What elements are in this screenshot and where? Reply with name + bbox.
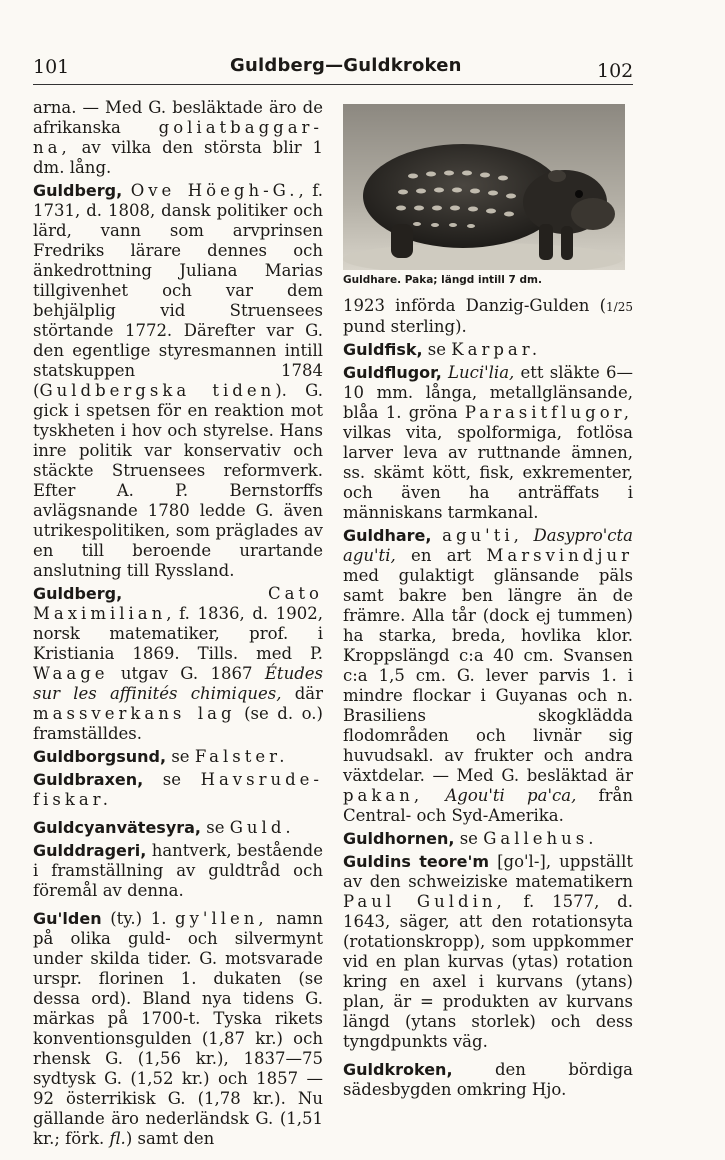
entry-headword: Guldberg,: [33, 584, 123, 603]
running-header: [33, 52, 633, 84]
entry-guldberg-cato: Guldberg, Cato Maximilian, f. 1836, d. 1902, norsk matematiker, prof. i Kristiania 1869. Tills. med P. Waage utgav G. 1867 Études sur les affinités chimiques, där massverkans lag (se d. o.) framställdes.: [33, 584, 323, 743]
entry-guldkroken: Guldkroken, den bördiga sädesbygden omkring Hjo.: [343, 1060, 633, 1099]
page-number-left: 101: [33, 56, 70, 78]
header-rule: [33, 84, 633, 85]
entry-guldflugor: Guldflugor, Luci'lia, ett släkte 6—10 mm. långa, metallglänsande, blåa 1. gröna Parasitflugor, vilkas vita, spolformiga, fotlösa larver leva av ruttnande ämnen, ss. skämt kött, fisk, exkrementer, och även ha anträffats i människans tarmkanal.: [343, 363, 633, 522]
entry-guldbraxen: Guldbraxen, se Havsrude-fiskar.: [33, 770, 323, 809]
page-number-right: 102: [597, 60, 634, 82]
entry-guldhornen: Guldhornen, se Gallehus.: [343, 829, 598, 848]
entry-headword: Guldflugor,: [343, 363, 442, 382]
entry-guldfisk: Guldfisk, se Karpar.: [343, 340, 542, 359]
entry-guldcyanvatesyra: Guldcyanvätesyra, se Guld.: [33, 818, 295, 837]
entry-headword: Gu'lden: [33, 909, 102, 928]
figure-caption: Guldhare. Paka; längd intill 7 dm.: [343, 274, 542, 286]
entry-headword: Guldfisk,: [343, 340, 423, 359]
entry-headword: Guldbraxen,: [33, 770, 144, 789]
column-left: [33, 98, 323, 1149]
entry-headword: Guldkroken,: [343, 1060, 453, 1079]
entry-guldhare: Guldhare, agu'ti, Dasypro'cta agu'ti, en art Marsvindjur med gulaktigt glänsande päls samt bakre ben längre än de främre. Alla tår (dock ej tummen) ha starka, breda, hovlika klor. Kroppslängd c:a 40 cm. Svansen c:a 1,5 cm. G. lever parvis 1. i mindre flockar i Guyanas och n. Brasiliens skogklädda flodområden och livnär sig huvudsakl. av frukter och andra växtdelar. — Med G. besläktad är pakan, Agou'ti pa'ca, från Central- och Syd-Amerika.: [343, 526, 634, 825]
entry-headword: Guldberg,: [33, 181, 123, 200]
running-title: Guldberg—Guldkroken: [230, 55, 462, 76]
paka-illustration: [343, 104, 625, 270]
entry-headword: Guldhornen,: [343, 829, 455, 848]
entry-gulddrageri: Gulddrageri, hantverk, bestående i framställning av guldtråd och föremål av denna.: [33, 841, 323, 900]
entry-headword: Gulddrageri,: [33, 841, 147, 860]
entry-headword: Guldcyanvätesyra,: [33, 818, 202, 837]
entry-guldborgsund: Guldborgsund, se Falster.: [33, 747, 289, 766]
entry-continuation: arna. — Med G. besläktade äro de afrikanska goliatbaggar-na, av vilka den största blir 1 dm. lång.: [33, 98, 324, 177]
entry-gulden: Gu'lden (ty.) 1. gy'llen, namn på olika guld- och silvermynt under skilda tider. G. motsvarade urspr. florinen 1. dukaten (se dessa ord). Bland nya tidens G. märkas på 1700-t. Tyska rikets konventionsgulden (1,87 kr.) och rhensk G. (1,56 kr.), 1837—75 sydtysk G. (1,52 kr.) och 1857 —92 österrikisk G. (1,78 kr.). Nu gällande äro nederländsk G. (1,51 kr.; förk. fl.) samt den: [33, 909, 324, 1148]
column-right: [343, 296, 633, 1100]
entry-headword: Guldhare,: [343, 526, 432, 545]
entry-guldins-teorem: Guldins teore'm [go'l-], uppställt av den schweiziske matematikern Paul Guldin, f. 1577, d. 1643, säger, att den rotationsyta (rotationskropp), som uppkommer vid en plan kurvas (ytas) rotation kring en axel i kurvans (ytans) plan, är = produkten av kurvans längd (ytans storlek) och dess tyngdpunkts väg.: [343, 852, 633, 1051]
entry-continuation: 1923 införda Danzig-Gulden (1/25 pund sterling).: [343, 296, 633, 336]
entry-guldberg-ove: Guldberg, Ove Höegh-G., f. 1731, d. 1808, dansk politiker och lärd, vann som arvprinsen Fredriks lärare dennes och änkedrottning Juliana Marias tillgivenhet och var dem behjälplig vid Struensees störtande 1772. Därefter var G. den egentlige styresmannen intill statskuppen 1784 (Guldbergska tiden). G. gick i spetsen för en reaktion mot tyskheten i hov och styrelse. Hans inre politik var konservativ och stäckte Struensees reformverk. Efter A. P. Bernstorffs avlägsnande 1780 ledde G. även utrikespolitiken, som präglades av en till beroende urartande anslutning till Ryssland.: [33, 181, 323, 580]
entry-headword: Guldborgsund,: [33, 747, 167, 766]
entry-headword: Guldins teore'm: [343, 852, 490, 871]
